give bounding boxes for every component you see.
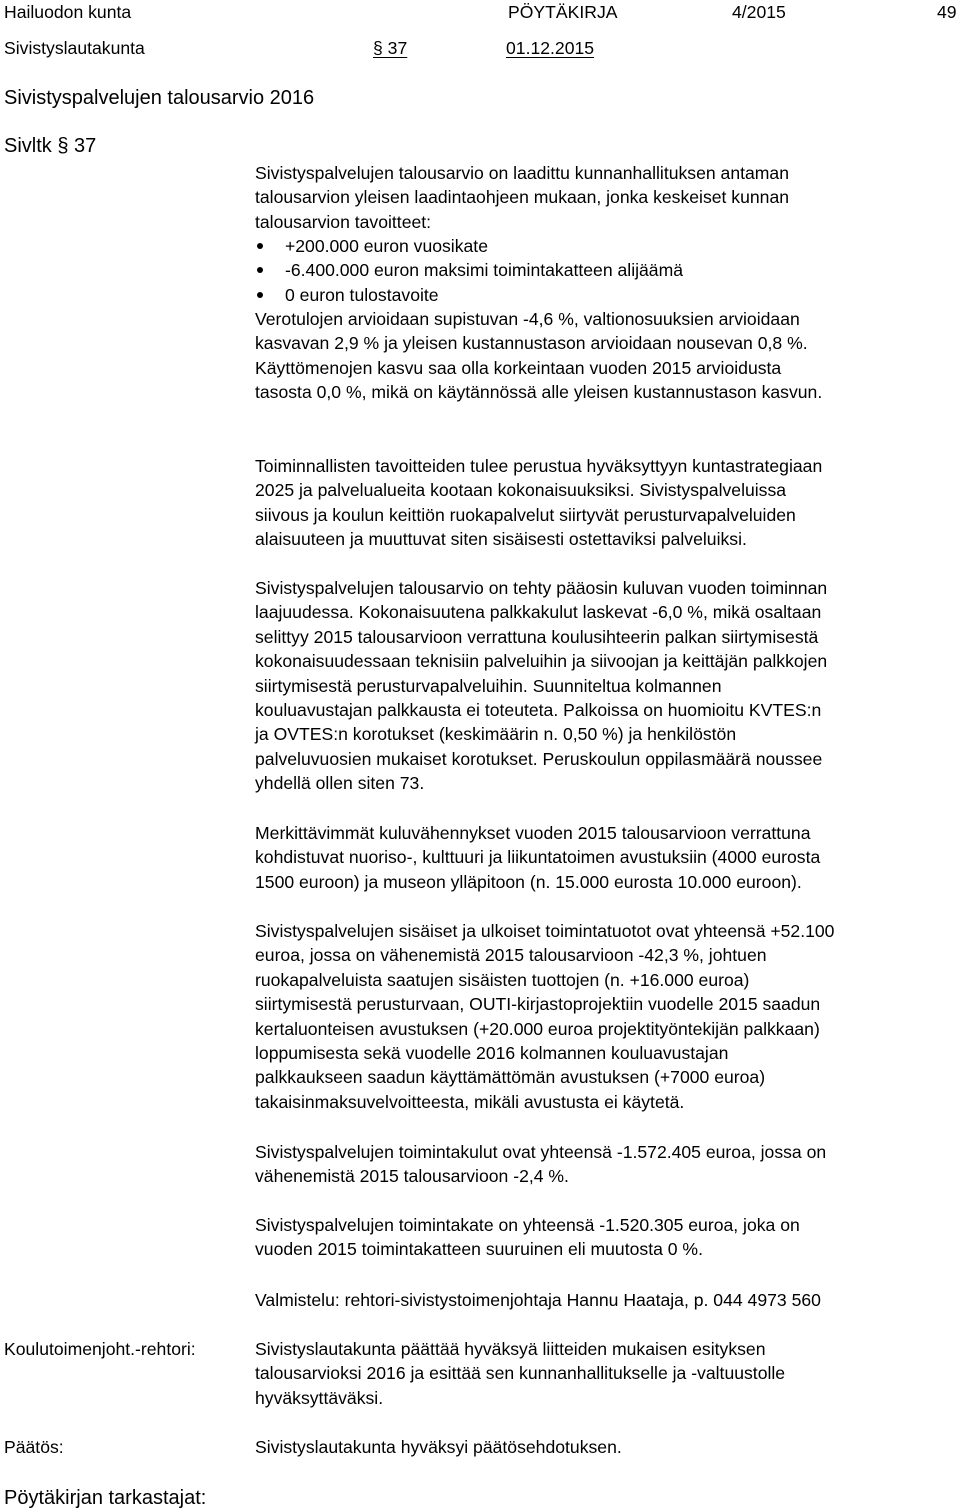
text-line: Sivistyslautakunta hyväksyi päätösehdotuksen.	[255, 1437, 622, 1457]
paragraph-salaries	[255, 576, 955, 796]
text-line: Sivistyslautakunta päättää hyväksyä liitteiden mukaisen esityksen	[255, 1339, 766, 1359]
text-line: Sivistyspalvelujen talousarvio on laadittu kunnanhallituksen antaman	[255, 163, 790, 183]
text-line: loppumisesta sekä vuodelle 2016 kolmannen kouluavustajan	[255, 1043, 729, 1064]
goal-item	[255, 258, 683, 282]
text-line: talousarvioksi 2016 ja esittää sen kunnanhallitukselle ja -valtuustolle	[255, 1363, 786, 1384]
text-line: kohdistuvat nuoriso-, kulttuuri ja liikuntatoimen avustuksiin (4000 eurosta	[255, 847, 821, 868]
paragraph-cost-reductions	[255, 821, 955, 894]
page-title: Sivistyspalvelujen talousarvio 2016	[4, 87, 315, 109]
paragraph-revenues	[255, 919, 955, 1114]
text-line: tasosta 0,0 %, mikä on käytännössä alle yleisen kustannustason kasvun.	[255, 382, 823, 403]
paragraph-preparer	[255, 1288, 955, 1312]
text-line: yhdellä ollen siten 73.	[255, 773, 425, 794]
goals-list	[255, 234, 683, 307]
text-line: 1500 euroon) ja museon ylläpitoon (n. 15.000 eurosta 10.000 euroon).	[255, 871, 802, 892]
text-line: Sivistyspalvelujen toimintakulut ovat yhteensä -1.572.405 euroa, jossa on	[255, 1142, 827, 1162]
decision-text	[255, 1435, 955, 1459]
goal-text: -6.400.000 euron maksimi toimintakatteen alijäämä	[285, 260, 684, 281]
document-number: 4/2015	[732, 2, 786, 22]
proposal-text	[255, 1337, 955, 1410]
text-line: palkkaukseen saadun käyttämättömän avustuksen (+7000 euroa)	[255, 1067, 766, 1088]
text-line: siirtymisestä perusturvapalveluihin. Suunniteltua kolmannen	[255, 675, 722, 696]
text-line: kokonaisuudessaan teknisiin palveluihin ja siivoojan ja keittäjän palkkojen	[255, 651, 828, 672]
intro-paragraph	[255, 161, 955, 234]
text-line: vähenemistä 2015 talousarvioon -2,4 %.	[255, 1166, 569, 1187]
text-line: siirtymisestä perusturvaan, OUTI-kirjastoprojektiin vuodelle 2015 saadun	[255, 994, 821, 1015]
text-line: laajuudessa. Kokonaisuutena palkkakulut laskevat -6,0 %, mikä osaltaan	[255, 602, 822, 623]
text-line: Sivistyspalvelujen talousarvio on tehty pääosin kuluvan vuoden toiminnan	[255, 578, 828, 598]
paragraph-operating-margin	[255, 1213, 955, 1262]
text-line: palveluvuosien mukaiset korotukset. Peruskoulun oppilasmäärä noussee	[255, 748, 823, 769]
text-line: euroa, jossa on vähenemistä 2015 talousarvioon -42,3 %, johtuen	[255, 945, 767, 966]
text-line: Toiminnallisten tavoitteiden tulee perustua hyväksyttyyn kuntastrategiaan	[255, 456, 823, 476]
text-line: ja OVTES:n korotukset (keskimäärin n. 0,50 %) ja henkilöstön	[255, 724, 737, 745]
text-line: Valmistelu: rehtori-sivistystoimenjohtaja Hannu Haataja, p. 044 4973 560	[255, 1290, 821, 1310]
text-line: vuoden 2015 toimintakatteen suuruinen eli muutosta 0 %.	[255, 1239, 703, 1260]
section-reference: Sivltk § 37	[4, 135, 97, 157]
text-line: Verotulojen arvioidaan supistuvan -4,6 %, valtionosuuksien arvioidaan	[255, 309, 800, 329]
paragraph-economy	[255, 307, 955, 405]
goal-text: 0 euron tulostavoite	[285, 284, 439, 305]
document-type: PÖYTÄKIRJA	[508, 2, 618, 22]
municipality-name: Hailuodon kunta	[4, 2, 132, 22]
text-line: hyväksyttäväksi.	[255, 1387, 384, 1408]
paragraph-operating-costs	[255, 1140, 955, 1189]
paragraph-strategy	[255, 454, 955, 552]
text-line: Sivistyspalvelujen toimintakate on yhteensä -1.520.305 euroa, joka on	[255, 1215, 800, 1235]
page-number: 49	[937, 2, 957, 22]
meeting-date: 01.12.2015	[506, 38, 595, 58]
goal-text: +200.000 euron vuosikate	[285, 236, 488, 256]
text-line: takaisinmaksuvelvoitteesta, mikäli avustusta ei käytetä.	[255, 1091, 685, 1112]
text-line: siivous ja koulun keittiön ruokapalvelut siirtyvät perusturvapalveluiden	[255, 504, 796, 525]
text-line: ruokapalveluista saatujen sisäisten tuottojen (n. +16.000 euroa)	[255, 969, 750, 990]
text-line: 2025 ja palvelualueita kootaan kokonaisuuksiksi. Sivistyspalveluissa	[255, 480, 787, 501]
text-line: kertaluonteisen avustuksen (+20.000 euroa projektityöntekijän palkkaan)	[255, 1018, 820, 1039]
board-name: Sivistyslautakunta	[4, 38, 145, 58]
text-line: Käyttömenojen kasvu saa olla korkeintaan vuoden 2015 arvioidusta	[255, 357, 782, 378]
proposal-label: Koulutoimenjoht.-rehtori:	[4, 1339, 196, 1359]
text-line: selittyy 2015 talousarvioon verrattuna koulusihteerin palkan siirtymisestä	[255, 626, 819, 647]
goal-item	[255, 283, 683, 307]
goal-item	[255, 234, 683, 258]
footer-inspectors-label: Pöytäkirjan tarkastajat:	[4, 1487, 207, 1509]
text-line: talousarvion yleisen laadintaohjeen mukaan, jonka keskeiset kunnan	[255, 187, 790, 208]
text-line: kasvavan 2,9 % ja yleisen kustannustason arvioidaan nousevan 0,8 %.	[255, 333, 808, 354]
text-line: Sivistyspalvelujen sisäiset ja ulkoiset toimintatuotot ovat yhteensä +52.100	[255, 921, 835, 941]
text-line: alaisuuteen ja muuttuvat siten sisäisesti ostettaviksi palveluiksi.	[255, 529, 747, 550]
text-line: talousarvion tavoitteet:	[255, 211, 432, 232]
section-number: § 37	[373, 38, 408, 58]
text-line: kouluavustajan palkkausta ei toteuteta. Palkoissa on huomioitu KVTES:n	[255, 700, 822, 721]
text-line: Merkittävimmät kuluvähennykset vuoden 2015 talousarvioon verrattuna	[255, 823, 811, 843]
decision-label: Päätös:	[4, 1437, 64, 1457]
